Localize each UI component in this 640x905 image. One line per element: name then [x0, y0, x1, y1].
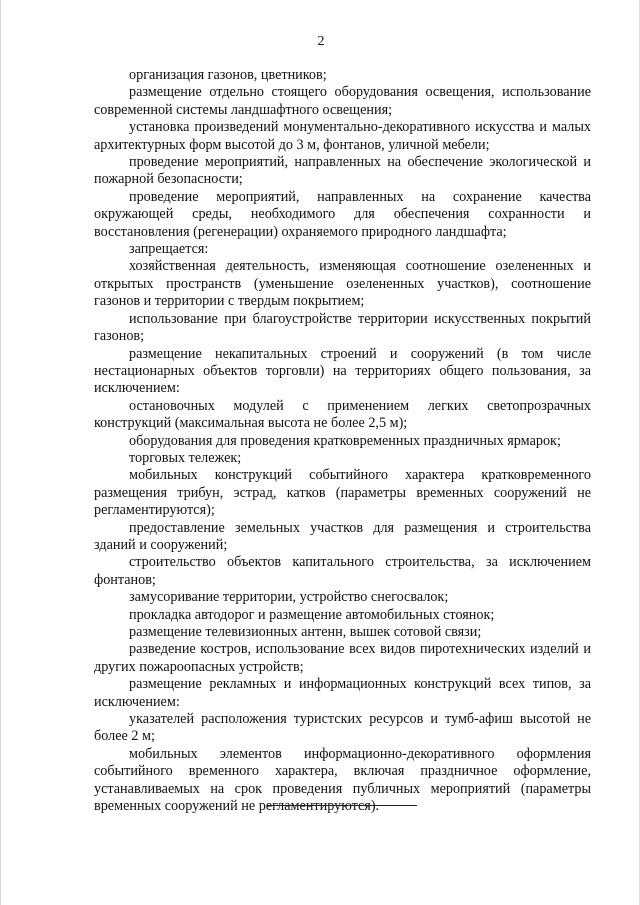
paragraph: оборудования для проведения кратковременных праздничных ярмарок;	[129, 432, 561, 449]
paragraph: хозяйственная деятельность, изменяющая соотношение озелененных и открытых пространств (уменьшение озелененных участков), соотношение газонов и территории с твердым покрытием;	[94, 258, 591, 310]
paragraph: размещение телевизионных антенн, вышек сотовой связи;	[129, 624, 482, 640]
paragraph: размещение отдельно стоящего оборудования освещения, использование современной системы ландшафтного освещения;	[94, 84, 591, 118]
page-number: 2	[317, 34, 325, 49]
paragraph: проведение мероприятий, направленных на обеспечение экологической и пожарной безопасности;	[94, 154, 591, 188]
paragraph: предоставление земельных участков для размещения и строительства зданий и сооружений;	[94, 519, 591, 553]
paragraph: размещение рекламных и информационных конструкций всех типов, за исключением:	[94, 676, 591, 710]
paragraph: запрещается:	[129, 241, 209, 258]
paragraph: прокладка автодорог и размещение автомобильных стоянок;	[129, 606, 495, 623]
paragraph: торговых тележек;	[129, 449, 242, 466]
paragraph: организация газонов, цветников;	[129, 67, 327, 83]
paragraph: указателей расположения туристских ресурсов и тумб-афиш высотой не более 2 м;	[94, 711, 591, 745]
paragraph: размещение некапитальных строений и сооружений (в том числе нестационарных объектов торговли) на территориях общего пользования, за исключением:	[94, 345, 591, 397]
end-of-text-rule	[267, 805, 417, 806]
paragraph: проведение мероприятий, направленных на сохранение качества окружающей среды, необходимого для обеспечения сохранности и восстановления (регенерации) охраняемого природного ландшафта;	[94, 188, 591, 240]
paragraph: установка произведений монументально-декоративного искусства и малых архитектурных форм высотой до 3 м, фонтанов, уличной мебели;	[94, 119, 591, 153]
paragraph: использование при благоустройстве территории искусственных покрытий газонов;	[94, 310, 591, 345]
paragraph: мобильных элементов информационно-декоративного оформления событийного временного характера, включая праздничное оформление, устанавливаемых на срок проведения публичных мероприятий (параметры временных сооружений не регламентируются).	[94, 745, 591, 815]
paragraph: разведение костров, использование всех видов пиротехнических изделий и других пожароопасных устройств;	[94, 641, 591, 675]
paragraph: остановочных модулей с применением легких светопрозрачных конструкций (максимальная высота не более 2,5 м);	[94, 397, 591, 432]
document-body	[94, 67, 591, 815]
paragraph: мобильных конструкций событийного характера кратковременного размещения трибун, эстрад, катков (параметры временных сооружений не регламентируются);	[94, 467, 591, 519]
paragraph: строительство объектов капитального строительства, за исключением фонтанов;	[94, 554, 591, 588]
paragraph: замусоривание территории, устройство снегосвалок;	[129, 589, 449, 606]
